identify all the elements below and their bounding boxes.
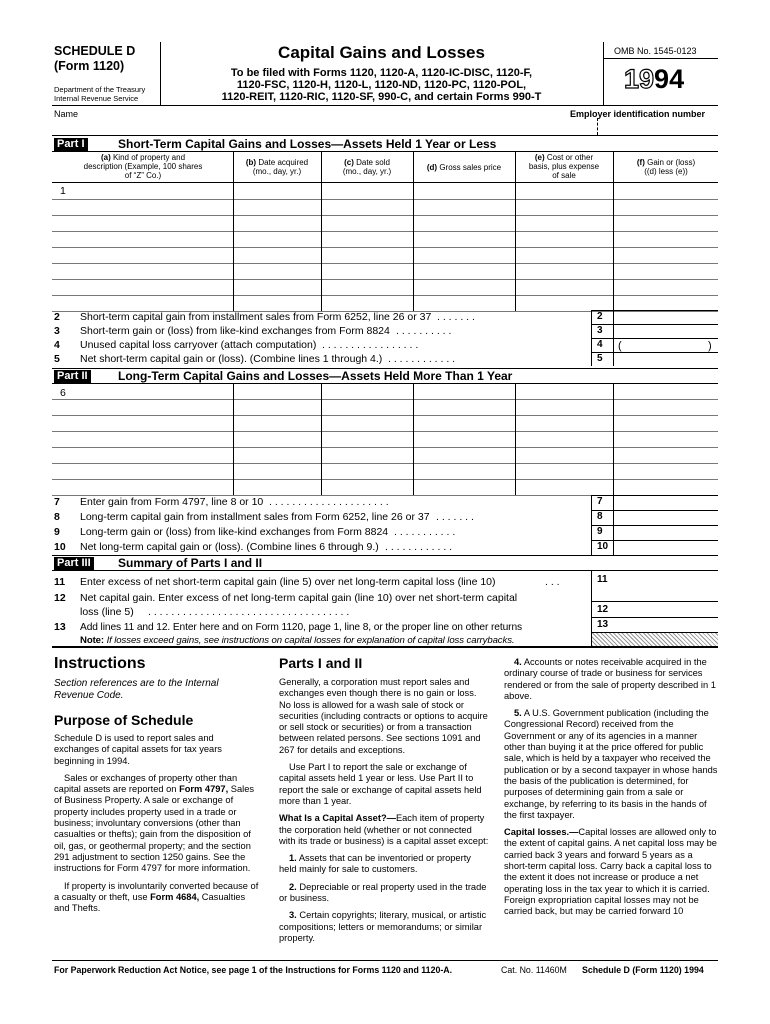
line12-text1: Net capital gain. Enter excess of net long-term capital gain (line 10) over net short-term capital <box>80 592 518 604</box>
col-e-line3: of sale <box>552 171 576 180</box>
line-text: Net long-term capital gain or (loss). (Combine lines 6 through 9.) <box>80 541 379 553</box>
tax-year <box>624 64 684 94</box>
item-1 <box>279 853 489 876</box>
paperwork-notice: For Paperwork Reduction Act Notice, see page 1 of the Instructions for Forms 1120 and 1120-A. <box>54 965 453 975</box>
item3-number: 3. <box>289 910 297 921</box>
ein-field[interactable] <box>568 119 718 135</box>
name-field[interactable] <box>54 119 562 135</box>
item3-text: Certain copyrights; literary, musical, or artistic compositions; letters or memorandums; or similar property. <box>279 910 487 943</box>
part3-title: Summary of Parts I and II <box>118 556 263 570</box>
line-box-number: 9 <box>591 525 613 540</box>
line-amount-field[interactable] <box>613 310 718 324</box>
col-b-header <box>234 158 320 176</box>
box-rule <box>591 310 718 311</box>
line12-number: 12 <box>54 592 66 604</box>
line11-text: Enter excess of net short-term capital gain (line 5) over net long-term capital loss (line 10) <box>80 576 496 588</box>
box-rule <box>591 352 718 353</box>
line-amount-field[interactable] <box>613 540 718 555</box>
parts-heading: Parts I and II <box>279 655 363 671</box>
note-text: If losses exceed gains, see instructions on capital losses for explanation of capital loss carrybacks. <box>104 635 515 646</box>
purpose-p3-b: Casualties and Thefts. <box>54 891 246 914</box>
part2-label: Part II <box>54 370 91 383</box>
tax-year-bold: 94 <box>654 64 685 94</box>
part2-col-rule <box>515 384 516 399</box>
line-leader-dots: . . . . . . . . . . <box>396 325 452 337</box>
name-label: Name <box>54 109 79 119</box>
line12-box[interactable]: 12 <box>591 602 718 616</box>
item1-text: Assets that can be inventoried or property held mainly for sale to customers. <box>279 853 471 875</box>
line-box-number: 3 <box>591 324 613 338</box>
part2-grid-col-rule <box>613 383 614 495</box>
part2-grid-row-rule <box>52 415 718 416</box>
line-number: 8 <box>54 511 60 523</box>
part1-grid-row-rule <box>52 215 718 216</box>
purpose-p1: Schedule D is used to report sales and exchanges of capital assets for tax years beginning in 1994. <box>54 733 222 766</box>
line-text: Net short-term capital gain or (loss). (Combine lines 1 through 4.) <box>80 353 383 365</box>
item-2 <box>279 882 489 905</box>
part1-grid-col-rule <box>613 183 614 311</box>
col-e-line1: Cost or other <box>544 153 594 162</box>
part2-col-rule <box>613 384 614 399</box>
instructions-col2 <box>279 677 489 950</box>
header-col-rule <box>413 151 414 182</box>
box-rule <box>591 540 718 541</box>
part2-grid-row-rule <box>52 431 718 432</box>
form-title: Capital Gains and Losses <box>278 43 485 62</box>
line-number: 9 <box>54 526 60 538</box>
box-rule <box>591 495 718 496</box>
part2-grid-row-rule <box>52 399 718 400</box>
col-a-line2: description (Example, 100 shares <box>83 162 203 171</box>
col-a-header <box>54 153 232 180</box>
col-c-header <box>322 158 412 176</box>
item-5 <box>504 708 718 821</box>
part2-grid-col-rule <box>515 383 516 495</box>
part1-grid-row-rule <box>52 231 718 232</box>
item4-number: 4. <box>514 657 522 667</box>
header-col-rule <box>613 151 614 182</box>
col-c-letter: (c) <box>344 158 354 167</box>
item5-text: A U.S. Government publication (including the Congressional Record) received from the Government or any of its agencies in a manner other than buying it at the price offered for public sale, which is held by a taxpayer who received the publication or by a second taxpayer in whose hands the basis of the publication is determined, for purposes of determining gain from a sale or exchange, by referring to its basis in the hands of the first taxpayer. <box>504 708 718 820</box>
purpose-p3 <box>54 881 259 915</box>
line4-paren-open: ( <box>618 340 622 352</box>
line-box-number: 4 <box>591 338 613 352</box>
parts-p1: Generally, a corporation must report sales and exchanges even though there is no gain or loss. No loss is allowed for a wash sale of stock or securities (including contracts or options to acquire or sell stock or securities) or from a transaction between related persons. See sections 1091 and 267 for details and exceptions. <box>279 677 488 755</box>
catalog-number: Cat. No. 11460M <box>501 965 567 975</box>
filed-with-line2: 1120-FSC, 1120-H, 1120-L, 1120-ND, 1120-PC, 1120-POL, <box>236 79 527 91</box>
box-rule <box>591 525 718 526</box>
line-number: 10 <box>54 541 66 553</box>
col-f-line2: ((d) less (e)) <box>644 167 688 176</box>
line11-box[interactable]: 11 <box>591 571 718 601</box>
col-d-line1: Gross sales price <box>437 163 502 172</box>
col-f-letter: (f) <box>636 158 645 167</box>
line1-number: 1 <box>60 185 66 197</box>
part2-grid-row-rule <box>52 463 718 464</box>
filed-with-line1: To be filed with Forms 1120, 1120-A, 1120-IC-DISC, 1120-F, <box>230 67 533 79</box>
form-label: (Form 1120) <box>54 59 125 73</box>
part1-grid-row-rule <box>52 295 718 296</box>
line-amount-field[interactable] <box>613 525 718 540</box>
header-col-rule <box>515 151 516 182</box>
what-heading: What Is a Capital Asset?— <box>279 813 396 824</box>
line-text: Short-term gain or (loss) from like-kind exchanges from Form 8824 <box>80 325 390 337</box>
line-leader-dots: . . . . . . . . . . . . . . . . . . . . . <box>269 496 389 508</box>
line-leader-dots: . . . . . . . <box>436 511 474 523</box>
line-box-number: 2 <box>591 310 613 324</box>
part1-title: Short-Term Capital Gains and Losses—Assets Held 1 Year or Less <box>118 137 497 151</box>
line4-paren-close: ) <box>708 340 712 352</box>
line-leader-dots: . . . . . . . . . . . . . . . . . <box>322 339 419 351</box>
col-c-line2: (mo., day, yr.) <box>342 167 392 176</box>
col-a-line1: Kind of property and <box>110 153 186 162</box>
part3-label: Part III <box>54 557 94 570</box>
line11-number: 11 <box>54 576 66 588</box>
dept-irs: Internal Revenue Service <box>54 94 139 103</box>
parts-p2: Use Part I to report the sale or exchange of capital assets held 1 year or less. Use Part II to report the sale or exchange of capital assets held more than 1 year. <box>279 762 482 806</box>
tax-year-outline: 19 <box>624 64 655 94</box>
part1-grid-col-rule <box>233 183 234 311</box>
line-text: Long-term gain or (loss) from like-kind exchanges from Form 8824 <box>80 526 389 538</box>
line13-number: 13 <box>54 621 66 633</box>
line-box-number: 5 <box>591 352 613 366</box>
purpose-heading: Purpose of Schedule <box>54 712 194 728</box>
part1-grid-col-rule <box>321 183 322 311</box>
instructions-intro: Section references are to the Internal Revenue Code. <box>54 678 219 701</box>
line-text: Unused capital loss carryover (attach computation) <box>80 339 317 351</box>
line-text: Enter gain from Form 4797, line 8 or 10 <box>80 496 264 508</box>
part1-grid-col-rule <box>515 183 516 311</box>
line-leader-dots: . . . . . . . <box>437 311 475 323</box>
part1-grid-row-rule <box>52 199 718 200</box>
line-number: 7 <box>54 496 60 508</box>
instructions-heading: Instructions <box>54 655 146 672</box>
col-b-line2: (mo., day, yr.) <box>252 167 302 176</box>
box-rule <box>591 324 718 325</box>
form-4684-ref: Form 4684, <box>150 891 200 902</box>
col-b-line1: Date acquired <box>256 158 309 167</box>
part2-grid-row-rule <box>52 479 718 480</box>
line-number: 4 <box>54 339 60 351</box>
instructions-col1 <box>54 733 259 920</box>
line-number: 3 <box>54 325 60 337</box>
purpose-p2 <box>54 773 259 875</box>
line-box-number: 7 <box>591 495 613 510</box>
item-3 <box>279 910 489 944</box>
line-leader-dots: . . . . . . . . . . . . <box>385 541 453 553</box>
line-box-number: 10 <box>591 540 613 555</box>
line13-text: Add lines 11 and 12. Enter here and on Form 1120, page 1, line 8, or the proper line on other returns <box>80 622 523 633</box>
col-e-line2: basis, plus expense <box>528 162 600 171</box>
item2-text: Depreciable or real property used in the trade or business. <box>279 881 487 904</box>
form-header <box>0 0 770 140</box>
line-amount-field[interactable] <box>613 495 718 510</box>
part2-grid-col-rule <box>233 383 234 495</box>
line-amount-field[interactable] <box>613 510 718 525</box>
col-d-letter: (d) <box>426 163 438 172</box>
part2-col-rule <box>413 384 414 399</box>
purpose-p2-b: Sales of Business Property. A sale or exchange of property includes property used in a trade or business; involuntary conversions (other than casualties or thefts); gain from the disposition of oil, gas, or geothermal property; and the section 291 adjustment to section 1250 gains. See the instructions for Form 4797 for more information. <box>54 784 255 874</box>
line-text: Long-term capital gain from installment sales from Form 6252, line 26 or 37 <box>80 511 430 523</box>
line11-dots: . . . <box>545 576 560 588</box>
part1-grid-row-rule <box>52 279 718 280</box>
shaded-area <box>592 633 718 646</box>
line12-text2: loss (line 5) <box>80 606 134 618</box>
note-label: Note: <box>80 635 105 646</box>
item1-number: 1. <box>289 853 297 864</box>
ein-label: Employer identification number <box>570 109 706 119</box>
line-number: 5 <box>54 353 60 365</box>
form-4797-ref: Form 4797, <box>179 784 229 795</box>
line12-dots: . . . . . . . . . . . . . . . . . . . . . . . . . . . . . . . . . . . <box>148 606 350 618</box>
line-amount-field[interactable] <box>613 352 718 366</box>
col-a-line3: of “Z” Co.) <box>124 171 162 180</box>
item2-number: 2. <box>289 881 297 892</box>
what-text: Each item of property the corporation held (whether or not connected with its trade or business) is a capital asset except: <box>279 813 489 846</box>
line13-box[interactable]: 13 <box>591 618 718 632</box>
col-c-line1: Date sold <box>353 158 390 167</box>
part2-grid-col-rule <box>321 383 322 495</box>
part1-grid-col-rule <box>413 183 414 311</box>
part2-col-rule <box>233 384 234 399</box>
capital-losses <box>504 827 718 917</box>
part1-grid-row-rule <box>52 263 718 264</box>
box-rule <box>591 338 718 339</box>
purpose-p3-a: If property is involuntarily converted because of a casualty or theft, use <box>54 880 259 902</box>
line-leader-dots: . . . . . . . . . . . <box>394 526 456 538</box>
what-is-capital-asset <box>279 813 489 847</box>
schedule-label: SCHEDULE D <box>54 44 136 58</box>
line-box-number: 8 <box>591 510 613 525</box>
instructions-col3 <box>504 657 718 924</box>
item5-number: 5. <box>514 708 522 719</box>
col-e-header <box>516 153 612 180</box>
filed-with-line3: 1120-REIT, 1120-RIC, 1120-SF, 990-C, and certain Forms 990-T <box>221 91 542 103</box>
caploss-text: Capital losses are allowed only to the extent of capital gains. A net capital loss may be carried back 3 years and forward 5 years as a short-term capital loss. Carry back a capital loss to the extent it does not increase or produce a net operating loss in the tax year to which it is carried. Foreign expropriation capital losses may not be carried back, but may be carried forward 10 <box>504 827 717 917</box>
caploss-heading: Capital losses.— <box>504 827 579 838</box>
line-amount-field[interactable] <box>613 338 718 352</box>
line-amount-field[interactable] <box>613 324 718 338</box>
col-e-letter: (e) <box>534 153 545 162</box>
box-rule <box>591 510 718 511</box>
header-col-rule <box>233 151 234 182</box>
line-number: 2 <box>54 311 60 323</box>
col-f-header <box>614 158 718 176</box>
part2-grid-col-rule <box>413 383 414 495</box>
col-a-letter: (a) <box>100 153 111 162</box>
col-b-letter: (b) <box>245 158 257 167</box>
col-f-line1: Gain or (loss) <box>644 158 696 167</box>
part1-grid-row-rule <box>52 247 718 248</box>
dept-treasury: Department of the Treasury <box>54 85 146 94</box>
part2-grid-row-rule <box>52 447 718 448</box>
line6-number: 6 <box>60 387 66 399</box>
part2-col-rule <box>321 384 322 399</box>
header-col-rule <box>321 151 322 182</box>
line-leader-dots: . . . . . . . . . . . . <box>388 353 456 365</box>
footer-form-id: Schedule D (Form 1120) 1994 <box>582 965 704 975</box>
col-d-header <box>414 163 514 172</box>
item4-text: Accounts or notes receivable acquired in the ordinary course of trade or business for services rendered or from the sale of property described in 1 above. <box>504 657 716 701</box>
line-text: Short-term capital gain from installment sales from Form 6252, line 26 or 37 <box>80 311 432 323</box>
part2-title: Long-Term Capital Gains and Losses—Assets Held More Than 1 Year <box>118 369 513 383</box>
purpose-p2-a: Sales or exchanges of property other than capital assets are reported on <box>54 772 238 795</box>
omb-number: OMB No. 1545-0123 <box>614 46 697 56</box>
item-4 <box>504 657 718 702</box>
part1-label: Part I <box>54 138 88 151</box>
